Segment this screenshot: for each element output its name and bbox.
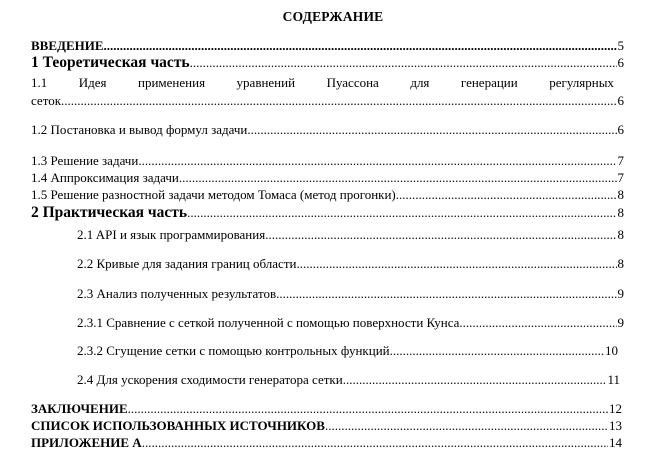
toc-entry-1-3[interactable] (31, 153, 624, 168)
toc-entry-introduction[interactable] (31, 38, 624, 53)
dot-leader (61, 93, 616, 108)
dot-leader (104, 38, 617, 53)
toc-page-number: 6 (617, 55, 624, 70)
dot-leader (142, 435, 608, 450)
toc-word: 1.1 (31, 75, 48, 90)
dot-leader (343, 372, 607, 387)
toc-entry-1-1-line2[interactable] (31, 93, 624, 108)
toc-entry-label: 2 Практическая часть (31, 204, 188, 221)
toc-entry-label: 1.4 Аппроксимация задачи (31, 170, 179, 185)
toc-page-number: 13 (609, 418, 622, 433)
toc-entry-label: 2.3.2 Сгущение сетки с помощью контрольных функций (77, 343, 390, 358)
toc-page-number: 14 (609, 435, 622, 450)
toc-entry-label: 2.4 Для ускорения сходимости генератора сетки (77, 372, 343, 387)
dot-leader (325, 418, 608, 433)
toc-word: применения (138, 75, 206, 90)
toc-entry-label: сеток (31, 93, 62, 108)
toc-entry-2-1[interactable] (77, 227, 624, 242)
toc-page-number: 11 (607, 372, 620, 387)
toc-entry-label: 1.3 Решение задачи (31, 153, 139, 168)
toc-page-number: 9 (617, 286, 624, 301)
dot-leader (187, 205, 616, 220)
toc-entry-label: 1 Теоретическая часть (31, 54, 190, 71)
toc-word: генерации (460, 75, 518, 90)
toc-entry-label: 2.3 Анализ полученных результатов (77, 286, 277, 301)
dot-leader (276, 286, 616, 301)
toc-entry-2-2[interactable] (77, 256, 624, 271)
toc-page-number: 6 (617, 122, 624, 137)
dot-leader (459, 315, 616, 330)
toc-entry-label: 1.2 Постановка и вывод формул задачи (31, 122, 248, 137)
toc-page-number: 8 (617, 256, 624, 271)
dot-leader (138, 153, 616, 168)
toc-word: регулярных (549, 75, 614, 90)
toc-entry-label: ВВЕДЕНИЕ (31, 38, 104, 53)
toc-entry-appendix-a[interactable] (31, 435, 622, 450)
toc-page-number: 8 (617, 187, 624, 202)
toc-page-number: 8 (617, 205, 624, 220)
toc-page-number: 7 (617, 153, 624, 168)
toc-entry-label: ПРИЛОЖЕНИЕ А (31, 435, 142, 450)
toc-entry-label: 2.2 Кривые для задания границ области (77, 256, 297, 271)
dot-leader (190, 55, 617, 70)
toc-page-number: 9 (617, 315, 624, 330)
toc-page-number: 7 (617, 170, 624, 185)
dot-leader (390, 343, 604, 358)
toc-entry-1-5[interactable] (31, 187, 624, 202)
dot-leader (247, 122, 616, 137)
toc-entry-2-3-1[interactable] (77, 315, 624, 330)
toc-entry-label: ЗАКЛЮЧЕНИЕ (31, 401, 128, 416)
toc-entry-section-2[interactable] (31, 205, 624, 220)
toc-page-number: 5 (617, 38, 624, 53)
toc-word: Идея (78, 75, 107, 90)
toc-entry-label: 1.5 Решение разностной задачи методом Томаса (метод прогонки) (31, 187, 396, 202)
toc-entry-section-1[interactable] (31, 55, 624, 70)
toc-word: Пуассона (326, 75, 379, 90)
dot-leader (179, 170, 617, 185)
toc-page-number: 8 (617, 227, 624, 242)
toc-entry-conclusion[interactable] (31, 401, 622, 416)
toc-page-number: 6 (617, 93, 624, 108)
dot-leader (265, 227, 616, 242)
toc-entry-1-4[interactable] (31, 170, 624, 185)
dot-leader (396, 187, 617, 202)
toc-word: для (410, 75, 430, 90)
toc-entry-1-1-line1[interactable] (31, 75, 614, 90)
toc-page-number: 12 (609, 401, 622, 416)
toc-entry-label: 2.1 API и язык программирования (77, 227, 266, 242)
toc-page-number: 10 (605, 343, 618, 358)
toc-entry-2-3[interactable] (77, 286, 624, 301)
dot-leader (128, 401, 608, 416)
toc-entry-2-4[interactable] (77, 372, 620, 387)
dot-leader (296, 256, 616, 271)
toc-entry-2-3-2[interactable] (77, 343, 618, 358)
page-title: СОДЕРЖАНИЕ (282, 9, 384, 24)
toc-entry-label: 2.3.1 Сравнение с сеткой полученной с помощью поверхности Кунса (77, 315, 460, 330)
toc-word: уравнений (236, 75, 296, 90)
toc-entry-references[interactable] (31, 418, 622, 433)
toc-entry-1-2[interactable] (31, 122, 624, 137)
toc-entry-label: СПИСОК ИСПОЛЬЗОВАННЫХ ИСТОЧНИКОВ (31, 418, 325, 433)
